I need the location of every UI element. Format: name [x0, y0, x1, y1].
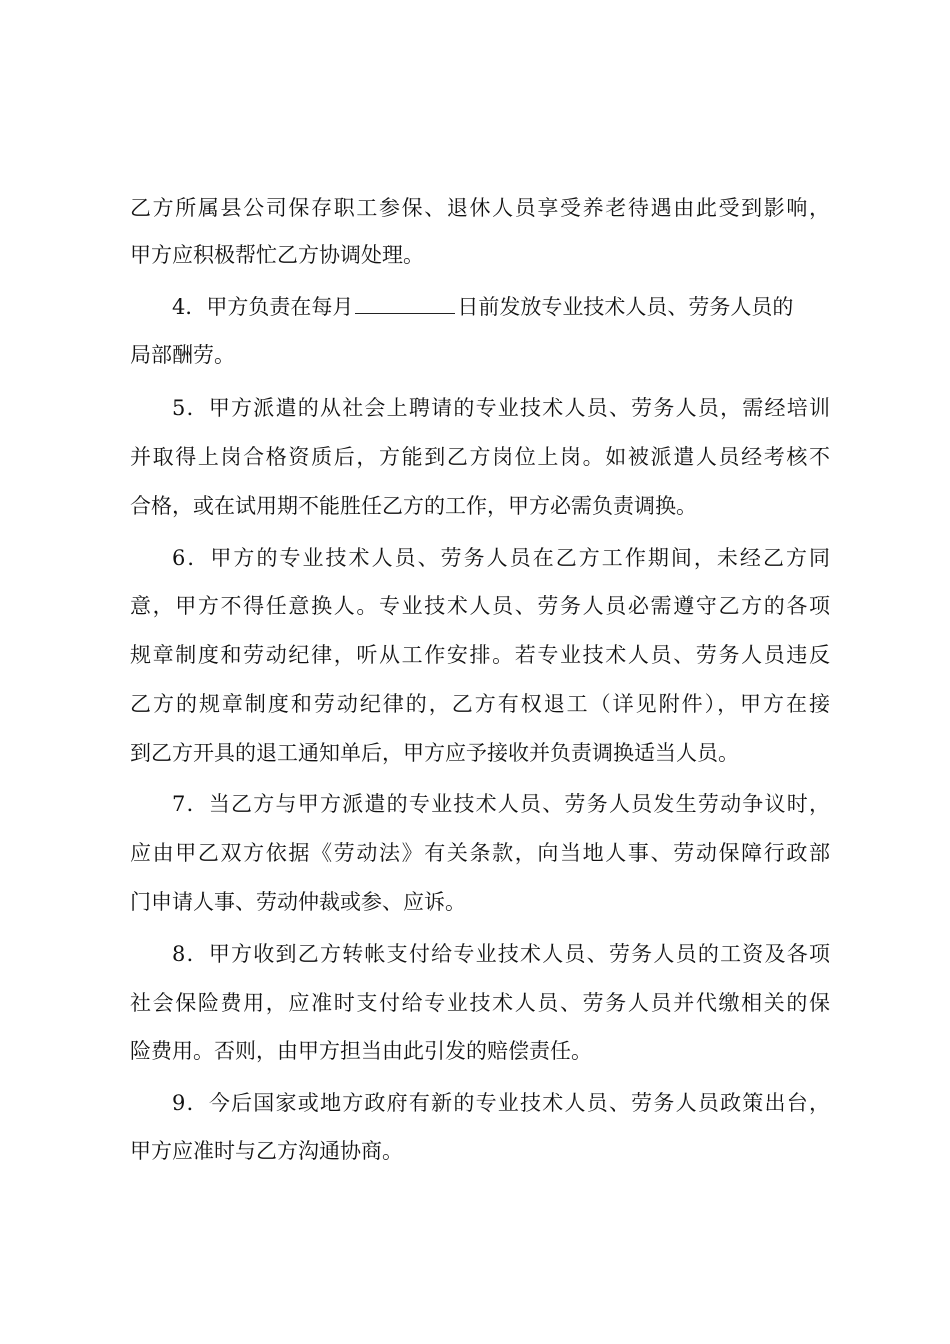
paragraph-4-line-1	[172, 290, 830, 324]
paragraph-5-line-2: 并取得上岗合格资质后，方能到乙方岗位上岗。如被派遣人员经考核不	[130, 445, 830, 469]
paragraph-4-text-before-blank: 4．甲方负责在每月	[172, 295, 354, 319]
paragraph-0-line-2: 甲方应积极帮忙乙方协调处理。	[130, 243, 424, 267]
paragraph-6-line-3: 规章制度和劳动纪律，听从工作安排。若专业技术人员、劳务人员违反	[130, 643, 830, 667]
paragraph-6-line-4: 乙方的规章制度和劳动纪律的，乙方有权退工（详见附件），甲方在接	[130, 692, 830, 716]
paragraph-8-line-1: 8．甲方收到乙方转帐支付给专业技术人员、劳务人员的工资及各项	[172, 942, 830, 966]
paragraph-9-line-2: 甲方应准时与乙方沟通协商。	[130, 1139, 403, 1163]
paragraph-6-line-5: 到乙方开具的退工通知单后，甲方应予接收并负责调换适当人员。	[130, 741, 739, 765]
paragraph-8-line-3: 险费用。否则，由甲方担当由此引发的赔偿责任。	[130, 1039, 592, 1063]
paragraph-7-line-2: 应由甲乙双方依据《劳动法》有关条款，向当地人事、劳动保障行政部	[130, 841, 830, 865]
paragraph-4-text-after-blank: 日前发放专业技术人员、劳务人员的	[457, 295, 794, 319]
paragraph-4-line-2: 局部酬劳。	[130, 343, 235, 367]
fill-in-blank	[355, 291, 455, 314]
paragraph-5-line-1: 5．甲方派遣的从社会上聘请的专业技术人员、劳务人员，需经培训	[172, 396, 830, 420]
paragraph-5-line-3: 合格，或在试用期不能胜任乙方的工作，甲方必需负责调换。	[130, 494, 697, 518]
paragraph-9-line-1: 9．今后国家或地方政府有新的专业技术人员、劳务人员政策出台，	[172, 1091, 830, 1115]
paragraph-8-line-2: 社会保险费用，应准时支付给专业技术人员、劳务人员并代缴相关的保	[130, 991, 830, 1015]
paragraph-7-line-1: 7．当乙方与甲方派遣的专业技术人员、劳务人员发生劳动争议时，	[172, 792, 830, 816]
paragraph-7-line-3: 门申请人事、劳动仲裁或参、应诉。	[130, 890, 466, 914]
paragraph-6-line-1: 6．甲方的专业技术人员、劳务人员在乙方工作期间，未经乙方同	[172, 546, 830, 570]
paragraph-6-line-2: 意，甲方不得任意换人。专业技术人员、劳务人员必需遵守乙方的各项	[130, 594, 830, 618]
paragraph-0-line-1: 乙方所属县公司保存职工参保、退休人员享受养老待遇由此受到影响，	[130, 196, 830, 220]
